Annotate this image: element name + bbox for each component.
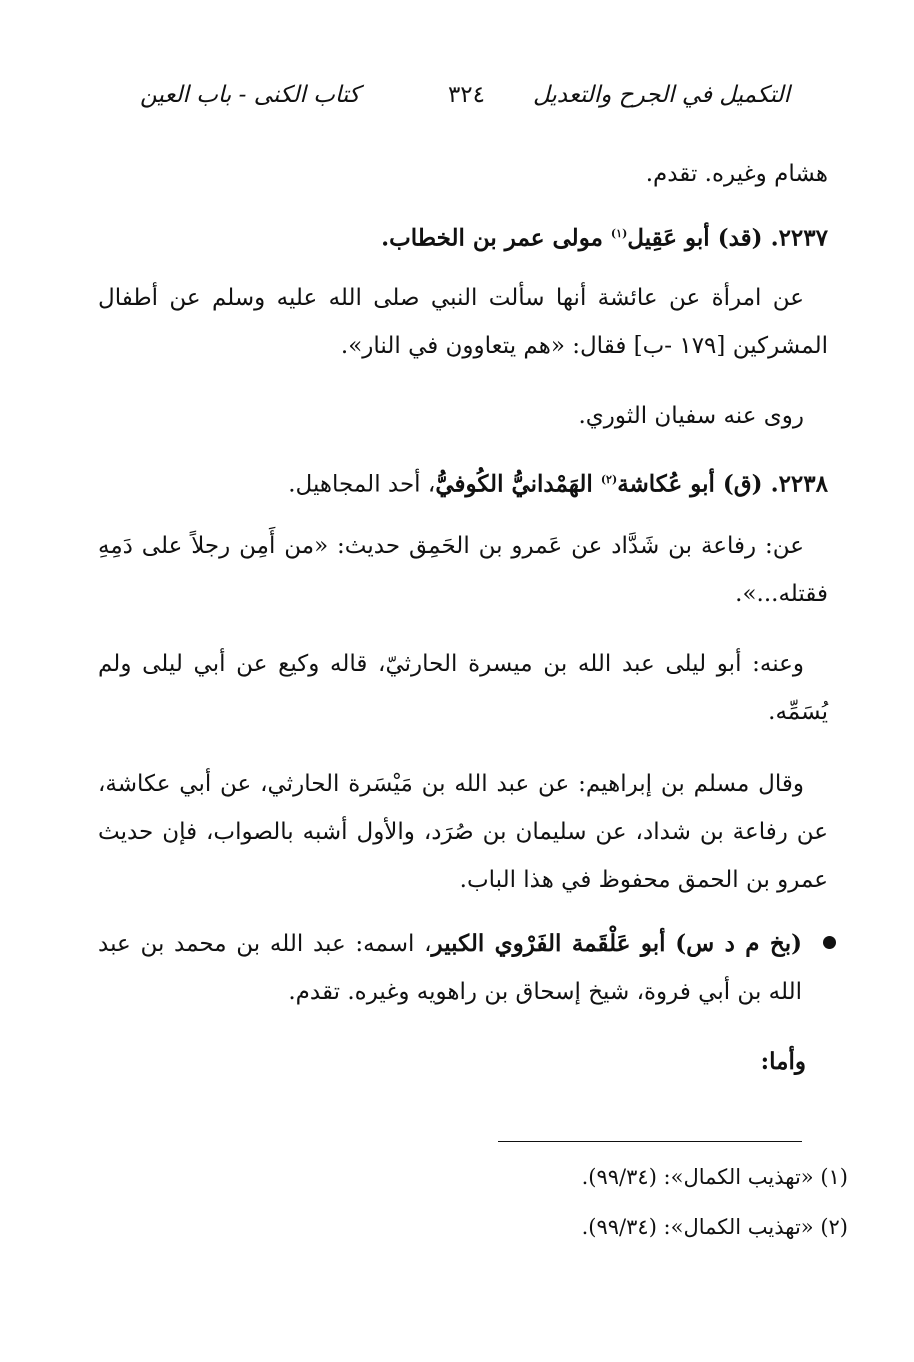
paragraph-muslim-2238: وقال مسلم بن إبراهيم: عن عبد الله بن مَيْسَرة الحارثي، عن أبي عكاشة، عن رفاعة بن شداد، عن سليمان بن صُرَد، والأول أشبه بالصواب، فإن حديث عمرو بن الحمق محفوظ في هذا الباب.: [98, 771, 828, 893]
bullet-code: (بخ م د س): [675, 930, 802, 957]
entry-name: أبو عَقِيل: [627, 224, 710, 252]
entry-heading-2237: [98, 210, 828, 263]
running-header: [140, 82, 790, 122]
entry-heading-2238: [98, 456, 828, 509]
paragraph-wa-anhu-2238: وعنه: أبو ليلى عبد الله بن ميسرة الحارثيّ، قاله وكيع عن أبي ليلى ولم يُسَمِّه.: [98, 651, 828, 725]
entry-rest: مولى عمر بن الخطاب.: [381, 224, 603, 252]
entry-number: ٢٢٣٧.: [770, 224, 828, 252]
page-number: ٣٢٤: [447, 82, 485, 108]
entry-code: (ق): [722, 470, 763, 498]
paragraph-continuation: هشام وغيره. تقدم.: [645, 161, 828, 187]
footnote-1: (١) «تهذيب الكمال»: (٩٩/٣٤).: [581, 1165, 848, 1189]
header-chapter-title: كتاب الكنى - باب العين: [140, 82, 360, 108]
paragraph-narrator-2237: روى عنه سفيان الثوري.: [578, 403, 804, 429]
entry-code: (قد): [717, 224, 763, 252]
entry-number: ٢٢٣٨.: [770, 470, 828, 498]
entry-nisba: الهَمْدانيُّ الكُوفيُّ: [435, 470, 593, 498]
footnote-ref: (١): [610, 227, 628, 240]
entry-name: أبو عُكاشة: [617, 470, 715, 498]
bullet-name: أبو عَلْقَمة الفَرْوي الكبير: [431, 930, 666, 957]
paragraph-hadith-2237: عن امرأة عن عائشة أنها سألت النبي صلى الله عليه وسلم عن أطفال المشركين [١٧٩ -ب] فقال: «هم يتعاوون في النار».: [98, 285, 828, 359]
entry-rest: ، أحد المجاهيل.: [288, 471, 436, 498]
header-book-title: التكميل في الجرح والتعديل: [532, 82, 790, 108]
paragraph-an-2238: عن: رفاعة بن شَدَّاد عن عَمرو بن الحَمِق حديث: «من أَمِن رجلاً على دَمِهِ فقتله...».: [98, 533, 828, 607]
bullet-rest: ، اسمه: عبد الله بن محمد بن عبد الله بن أبي فروة، شيخ إسحاق بن راهويه وغيره. تقدم.: [98, 931, 802, 1005]
footnote-ref: (٢): [600, 473, 618, 486]
footnote-divider: [498, 1141, 802, 1142]
footnote-2: (٢) «تهذيب الكمال»: (٩٩/٣٤).: [581, 1215, 848, 1239]
bullet-dot: [823, 936, 836, 949]
bullet-entry: [98, 920, 802, 1016]
wa-amma: وأما:: [760, 1048, 806, 1075]
